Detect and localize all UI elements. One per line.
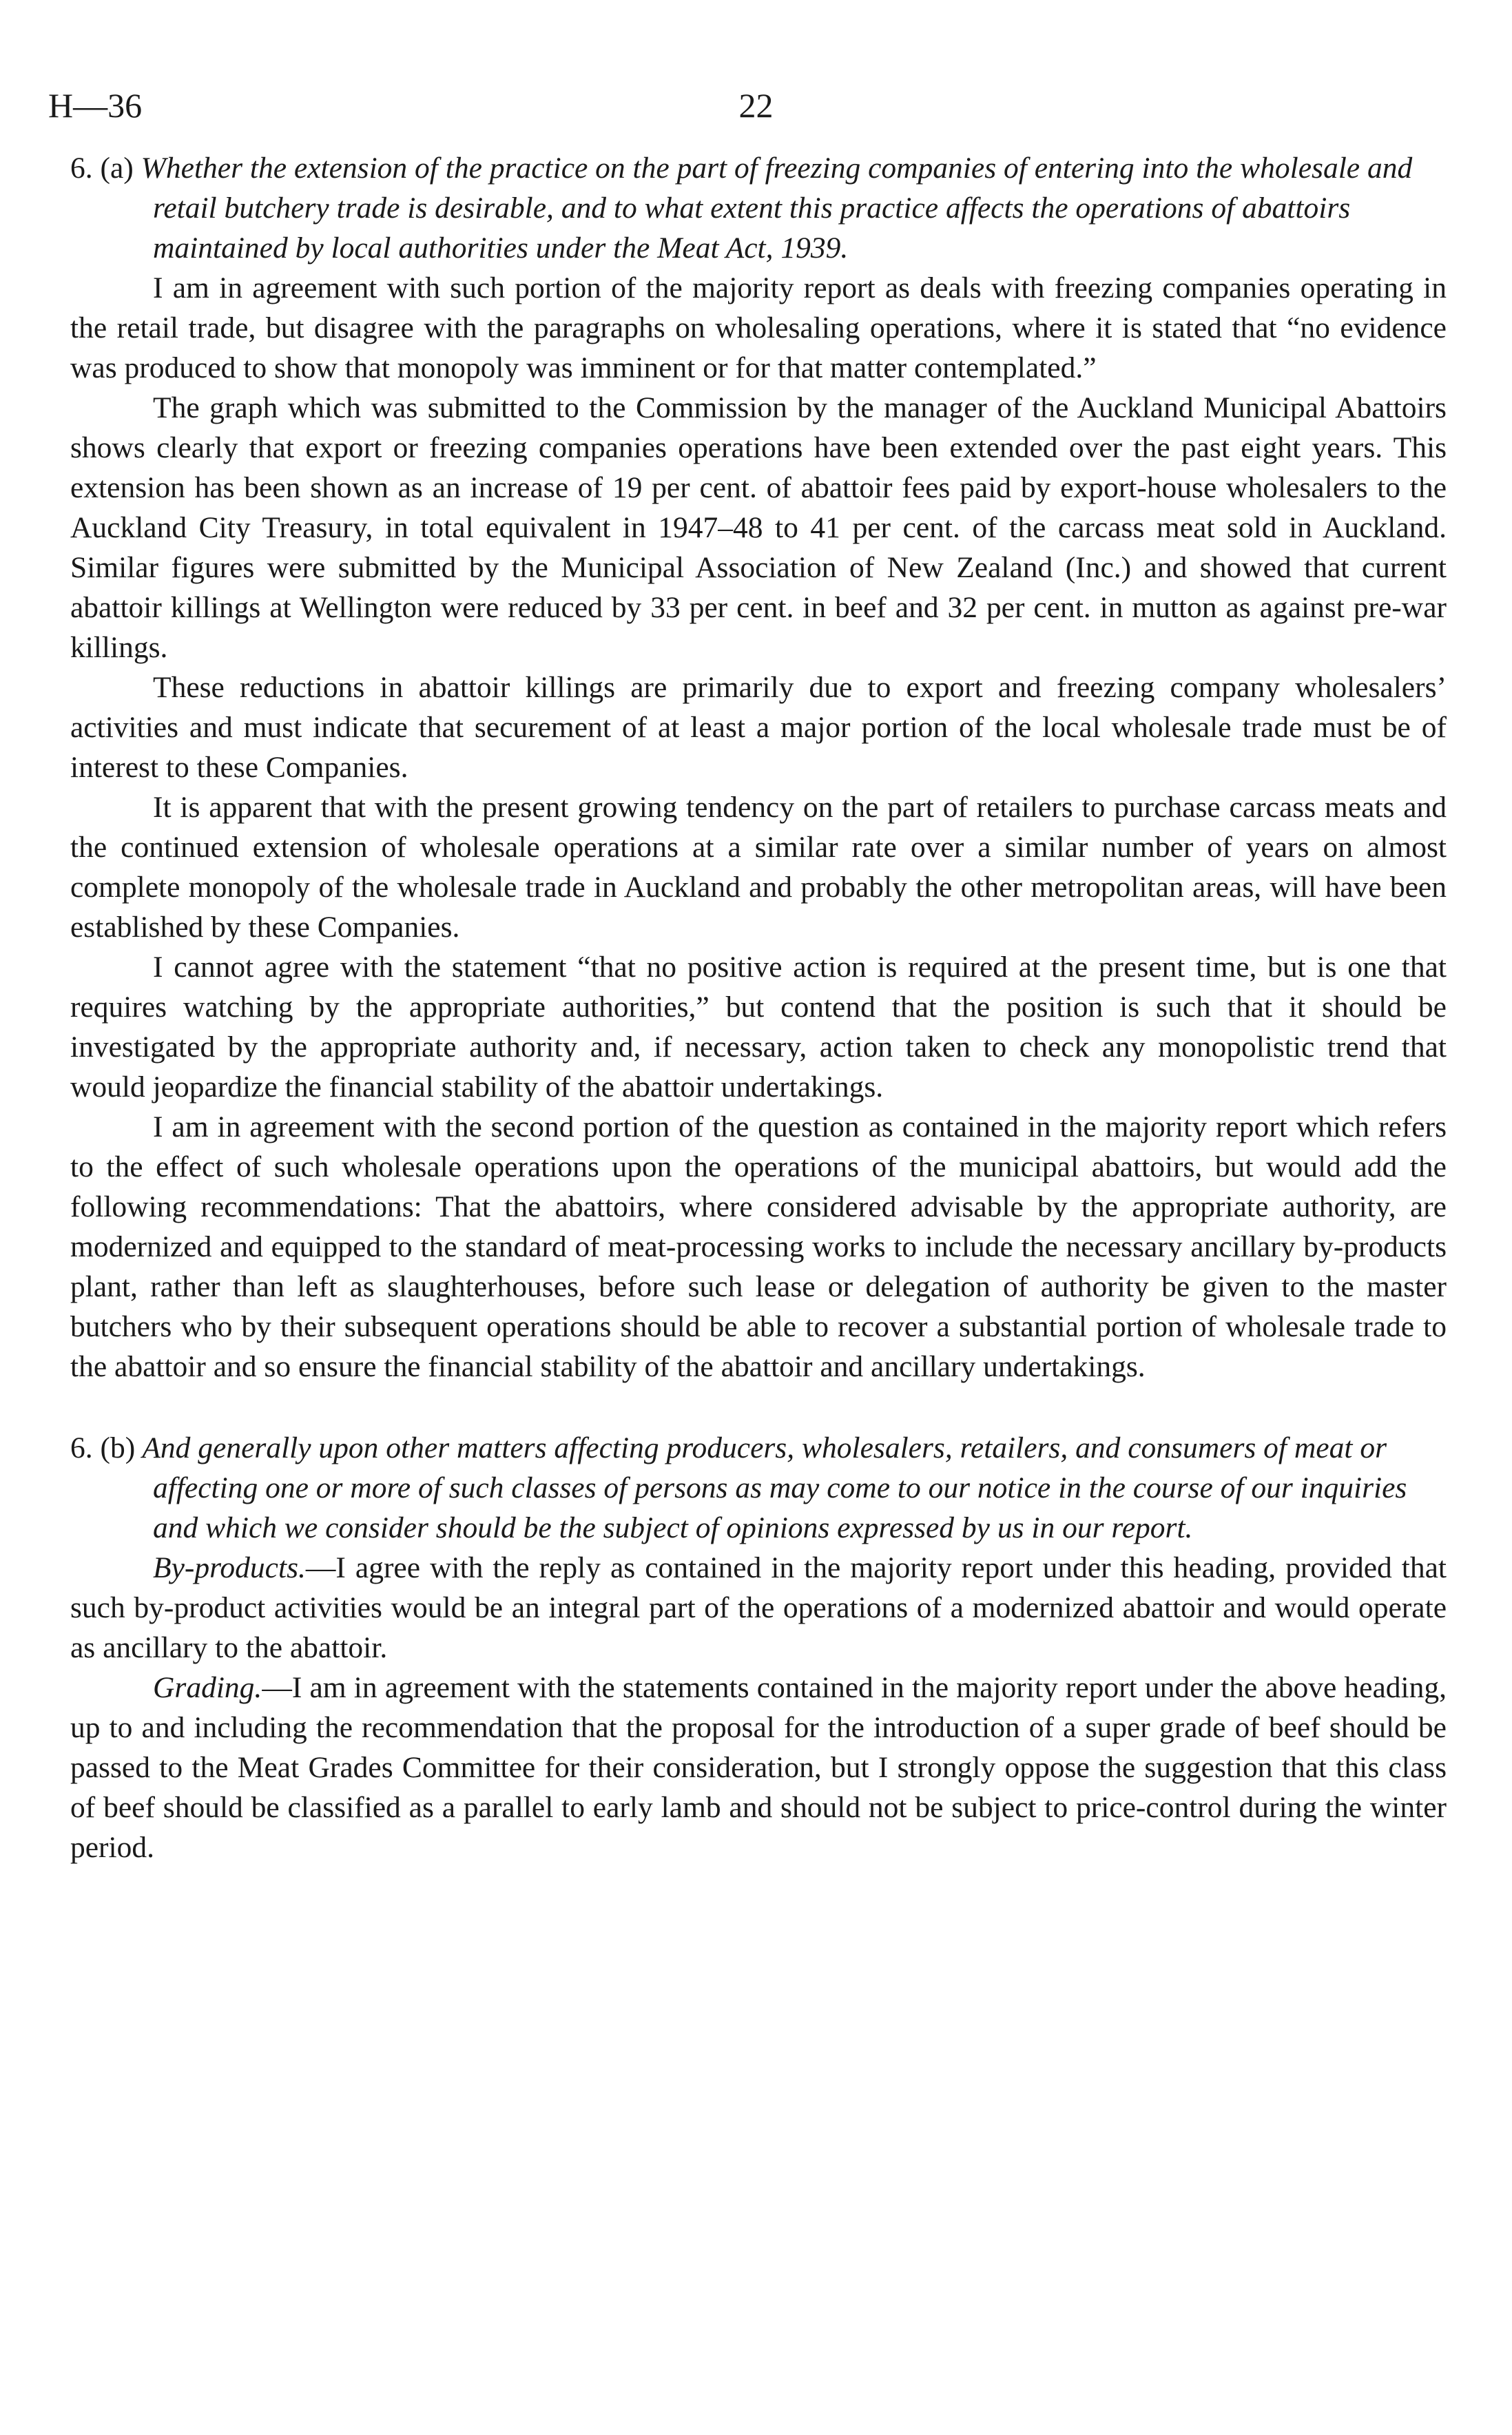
document-body	[70, 148, 1447, 1867]
paragraph: I cannot agree with the statement “that no positive action is required at the present time, but is one that requires watching by the appropriate authorities,” but contend that the position is such that it should be investigated by the appropriate authority and, if necessary, action taken to check any monopolistic trend that would jeopardize the financial stability of the abattoir undertakings.	[70, 951, 1447, 1103]
question-number: 6. (a)	[70, 152, 134, 185]
question-6b	[70, 1428, 1447, 1548]
paragraph-text: —I agree with the reply as contained in the majority report under this heading, provided that such by-product activities would be an integral part of the operations of a modernized abattoir and would operate as ancillary to the abattoir.	[70, 1551, 1447, 1664]
question-text: And generally upon other matters affecting producers, wholesalers, retailers, and consumers of meat or affecting one or more of such classes of persons as may come to our notice in the course of our inquiries and which we consider should be the subject of opinions expressed by us in our report.	[142, 1431, 1407, 1544]
question-number: 6. (b)	[70, 1431, 136, 1464]
question-6a	[70, 148, 1447, 268]
paragraph-heading: By-products.	[153, 1551, 306, 1584]
paragraph: The graph which was submitted to the Commission by the manager of the Auckland Municipal Abattoirs shows clearly that export or freezing companies operations have been extended over the past eight years. This extension has been shown as an increase of 19 per cent. of abattoir fees paid by export-house wholesalers to the Auckland City Treasury, in total equivalent in 1947–48 to 41 per cent. of the carcass meat sold in Auckland. Similar figures were submitted by the Municipal Association of New Zealand (Inc.) and showed that current abattoir killings at Wellington were reduced by 33 per cent. in beef and 32 per cent. in mutton as against pre-war killings.	[70, 391, 1447, 664]
section-spacer	[70, 1387, 1447, 1428]
paragraph: I am in agreement with the second portion of the question as contained in the majority report which refers to the effect of such wholesale operations upon the operations of the municipal abattoirs, but would add the following recommendations: That the abattoirs, where considered advisable by the appropriate authority, are modernized and equipped to the standard of meat-processing works to include the necessary ancillary by-products plant, rather than left as slaughterhouses, before such lease or delegation of authority be given to the master butchers who by their subsequent operations should be able to recover a substantial portion of wholesale trade to the abattoir and so ensure the financial stability of the abattoir and ancillary undertakings.	[70, 1110, 1447, 1383]
question-text: Whether the extension of the practice on the part of freezing companies of entering into the wholesale and retail butchery trade is desirable, and to what extent this practice affects the operations of abattoirs maintained by local authorities under the Meat Act, 1939.	[141, 152, 1413, 265]
page-header	[48, 81, 1464, 129]
document-code: H—36	[48, 86, 143, 125]
paragraph: It is apparent that with the present growing tendency on the part of retailers to purchase carcass meats and the continued extension of wholesale operations at a similar rate over a similar number of years on almost complete monopoly of the wholesale trade in Auckland and probably the other metropolitan areas, will have been established by these Companies.	[70, 791, 1447, 944]
paragraph: These reductions in abattoir killings are primarily due to export and freezing company wholesalers’ activities and must indicate that securement of at least a major portion of the local wholesale trade must be of interest to these Companies.	[70, 671, 1447, 784]
paragraph-text: —I am in agreement with the statements contained in the majority report under the above heading, up to and including the recommendation that the proposal for the introduction of a super grade of beef should be passed to the Meat Grades Committee for their consideration, but I strongly oppose the suggestion that this class of beef should be classified as a parallel to early lamb and should not be subject to price-control during the winter period.	[70, 1671, 1447, 1864]
page-number: 22	[738, 86, 774, 125]
paragraph: I am in agreement with such portion of the majority report as deals with freezing companies operating in the retail trade, but disagree with the paragraphs on wholesaling operations, where it is stated that “no evidence was produced to show that monopoly was imminent or for that matter contemplated.”	[70, 271, 1447, 384]
paragraph-heading: Grading.	[153, 1671, 262, 1704]
paragraph-by-products	[70, 1548, 1447, 1668]
paragraph-grading	[70, 1668, 1447, 1867]
